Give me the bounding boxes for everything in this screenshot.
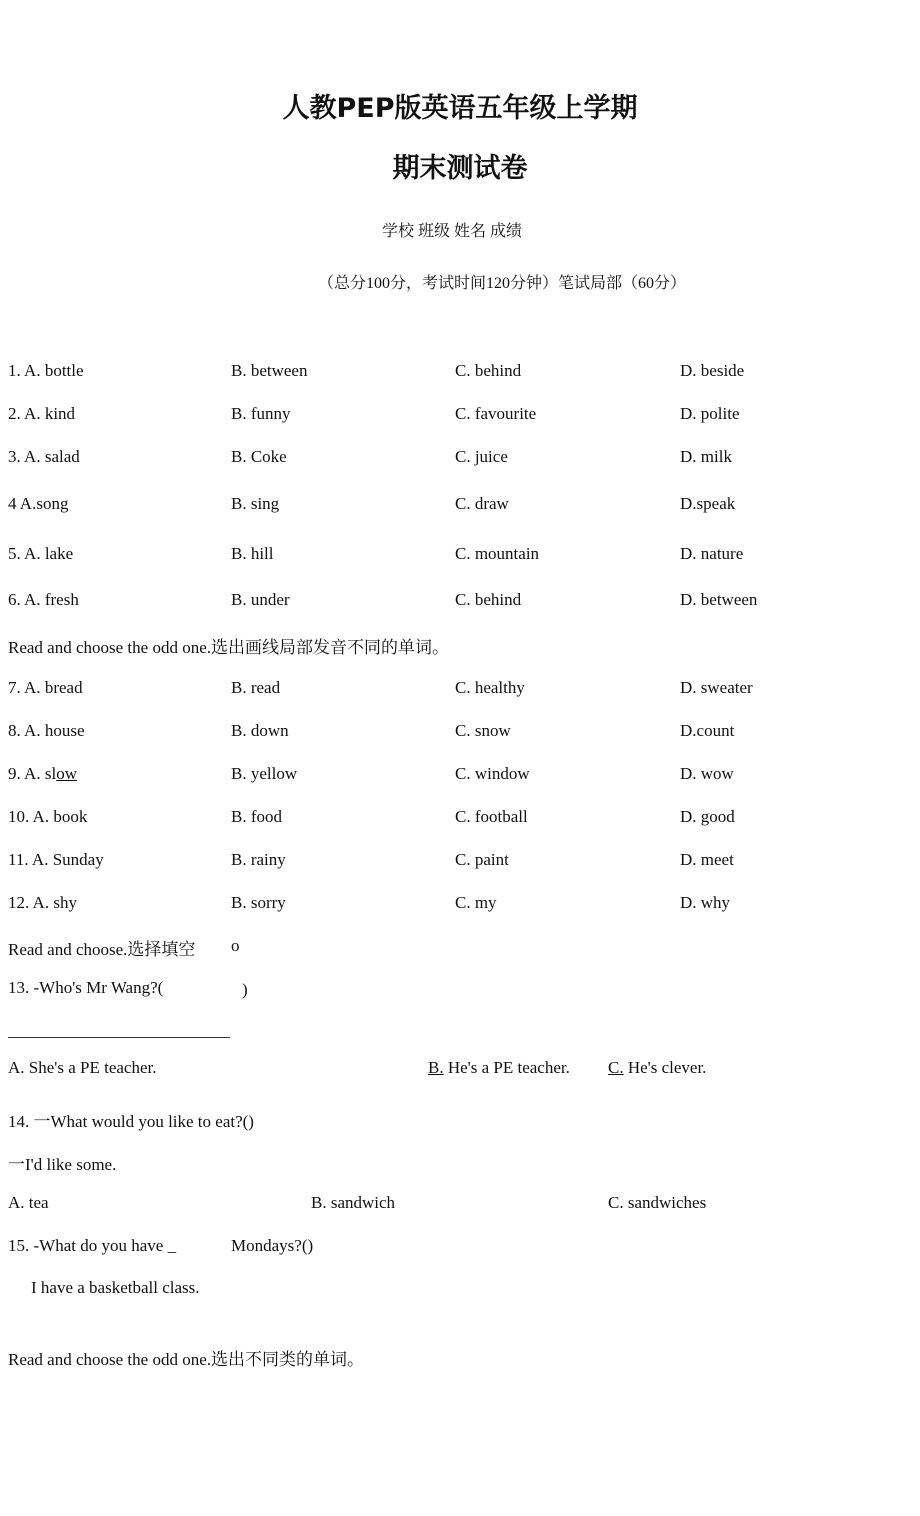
option-cell: B. Coke: [231, 447, 287, 466]
option-cell: D. why: [680, 893, 731, 912]
option-cell: B. under: [231, 590, 290, 609]
question-15-continued: Mondays?(): [231, 1236, 314, 1255]
section-4-instruction: Read and choose the odd one.选出不同类的单词。: [8, 1350, 364, 1369]
q14-option-a: A. tea: [8, 1193, 49, 1212]
option-cell: C. juice: [455, 447, 508, 466]
page-subtitle: 期末测试卷: [392, 153, 528, 184]
option-cell: 4 A.song: [8, 494, 69, 513]
option-letter: B.: [428, 1058, 444, 1077]
option-cell: C. behind: [455, 590, 522, 609]
option-cell: C. draw: [455, 494, 509, 513]
option-cell: B. read: [231, 678, 281, 697]
q13-option-a: A. She's a PE teacher.: [8, 1058, 157, 1077]
option-text: He's a PE teacher.: [443, 1058, 570, 1077]
option-cell: 10. A. book: [8, 807, 88, 826]
option-cell: B. funny: [231, 404, 291, 423]
option-cell: B. hill: [231, 544, 274, 563]
option-cell: 8. A. house: [8, 721, 85, 740]
question-13-close-paren: ): [242, 980, 248, 999]
question-15: 15. -What do you have _: [8, 1236, 177, 1255]
option-cell: C. paint: [455, 850, 509, 869]
option-cell: 1. A. bottle: [8, 361, 84, 380]
option-cell: 11. A. Sunday: [8, 850, 104, 869]
option-cell: B. sorry: [231, 893, 286, 912]
option-cell: D. polite: [680, 404, 740, 423]
question-15-answer: I have a basketball class.: [31, 1278, 200, 1297]
option-cell: D. milk: [680, 447, 732, 466]
answer-blank-line: [8, 1037, 230, 1038]
option-cell: D. wow: [680, 764, 734, 783]
option-cell: [8, 764, 77, 784]
section-3-instruction: Read and choose.选择填空: [8, 940, 196, 959]
option-cell: C. favourite: [455, 404, 537, 423]
option-cell: C. behind: [455, 361, 522, 380]
option-cell: B. sing: [231, 494, 280, 513]
option-cell: C. window: [455, 764, 530, 783]
option-cell: D. meet: [680, 850, 734, 869]
option-cell: C. snow: [455, 721, 511, 740]
option-cell: 2. A. kind: [8, 404, 76, 423]
option-cell: D. between: [680, 590, 758, 609]
option-letter: C.: [608, 1058, 624, 1077]
section-2-instruction: Read and choose the odd one.选出画线局部发音不同的单词。: [8, 638, 449, 657]
option-cell: C. football: [455, 807, 528, 826]
option-cell: C. healthy: [455, 678, 525, 697]
option-cell: D.speak: [680, 494, 736, 513]
student-info-line: 学校 班级 姓名 成绩: [382, 223, 523, 240]
option-cell: 7. A. bread: [8, 678, 83, 697]
option-cell: 3. A. salad: [8, 447, 80, 466]
option-cell: B. yellow: [231, 764, 298, 783]
q13-option-c: [608, 1058, 706, 1078]
option-cell: 6. A. fresh: [8, 590, 79, 609]
option-cell: B. rainy: [231, 850, 286, 869]
option-cell: D. good: [680, 807, 735, 826]
question-14-answer: 一I'd like some.: [8, 1155, 117, 1174]
option-cell: B. down: [231, 721, 289, 740]
option-cell: 12. A. shy: [8, 893, 77, 912]
option-cell: B. food: [231, 807, 282, 826]
option-text: He's clever.: [623, 1058, 707, 1077]
question-14: 14. 一What would you like to eat?(): [8, 1112, 254, 1131]
option-prefix: 9. A. sl: [8, 764, 57, 783]
option-cell: D. sweater: [680, 678, 753, 697]
option-cell: D. nature: [680, 544, 744, 563]
score-info-line: （总分100分，考试时间120分钟）笔试局部（60分）: [318, 275, 687, 292]
underlined-letters: ow: [56, 764, 77, 783]
option-cell: C. mountain: [455, 544, 540, 563]
q13-option-b: [428, 1058, 570, 1078]
option-cell: C. my: [455, 893, 497, 912]
q14-option-c: C. sandwiches: [608, 1193, 707, 1212]
option-cell: D.count: [680, 721, 735, 740]
page-title: 人教PEP版英语五年级上学期: [282, 93, 638, 124]
option-cell: B. between: [231, 361, 308, 380]
section-3-instruction-suffix: o: [231, 936, 240, 955]
question-13: 13. -Who's Mr Wang?(: [8, 978, 164, 997]
option-cell: 5. A. lake: [8, 544, 74, 563]
q14-option-b: B. sandwich: [311, 1193, 396, 1212]
option-cell: D. beside: [680, 361, 745, 380]
